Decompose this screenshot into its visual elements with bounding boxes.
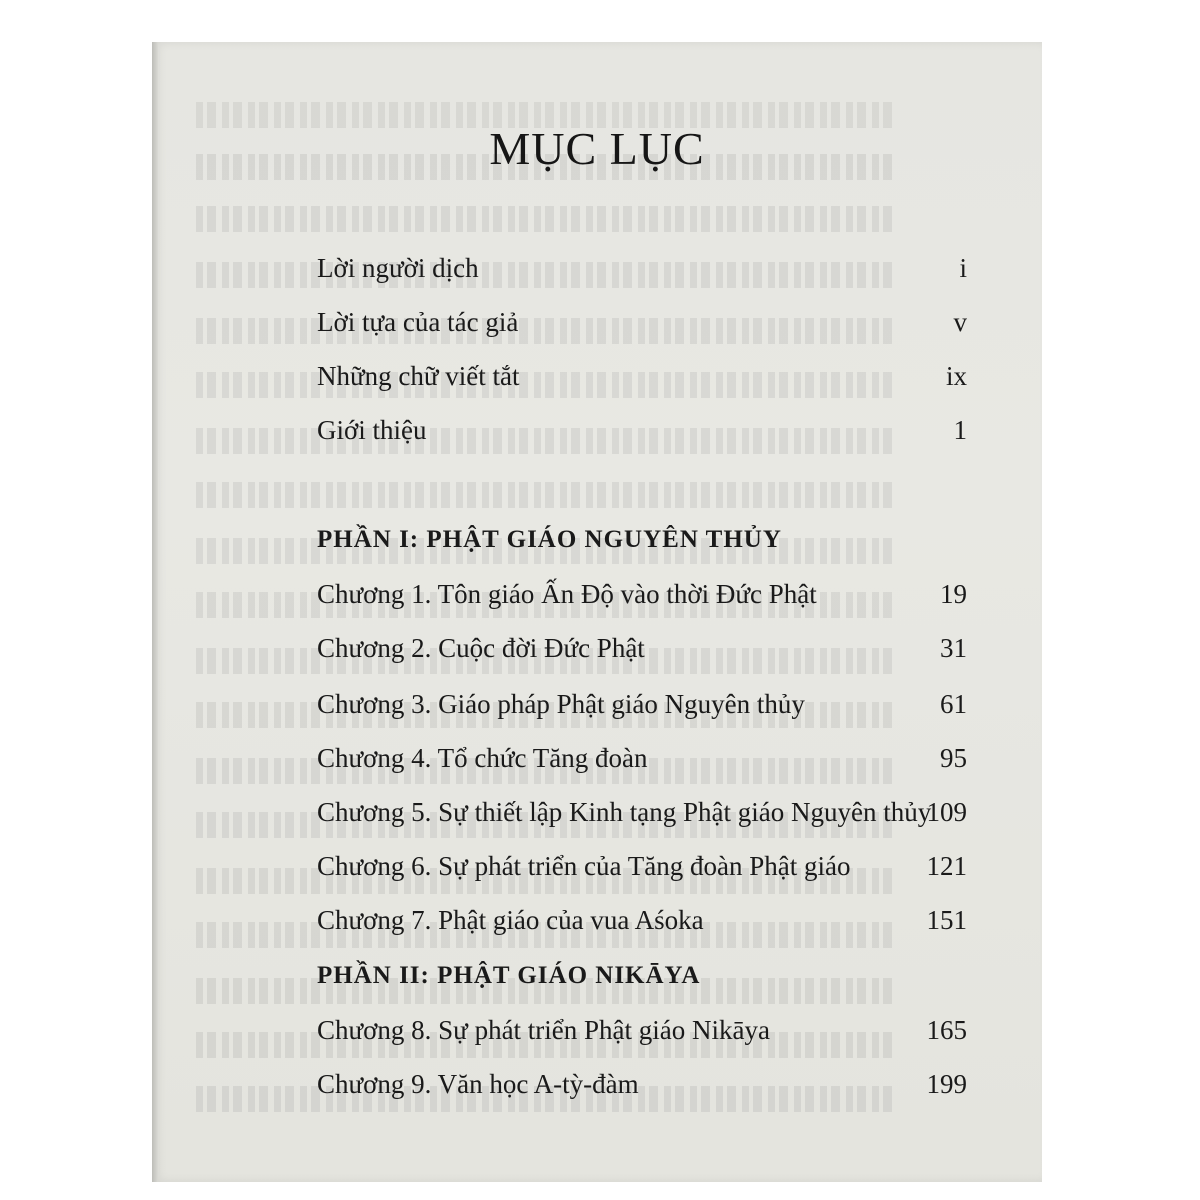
toc-entry-page: 151 xyxy=(926,905,967,935)
toc-entry xyxy=(317,574,967,614)
page-edge-shadow xyxy=(152,42,158,1182)
toc-entry-label: Lời tựa của tác giả xyxy=(317,307,519,337)
toc-entry-label: Những chữ viết tắt xyxy=(317,361,520,391)
toc-entry-page: 109 xyxy=(926,797,967,827)
toc-entry xyxy=(317,900,967,940)
toc-entry-label: Chương 3. Giáo pháp Phật giáo Nguyên thủy xyxy=(317,689,805,719)
part-heading: PHẦN II: PHẬT GIÁO NIKĀYA xyxy=(317,962,701,989)
book-page xyxy=(152,42,1042,1182)
toc-entry-label: Chương 2. Cuộc đời Đức Phật xyxy=(317,633,645,663)
toc-entry-label: Chương 4. Tổ chức Tăng đoàn xyxy=(317,743,648,773)
toc-entry-page: v xyxy=(953,307,967,337)
toc-entry-label: Chương 6. Sự phát triển của Tăng đoàn Phật giáo xyxy=(317,851,851,881)
toc-entry xyxy=(317,684,967,724)
page-title: MỤC LỤC xyxy=(489,123,705,174)
toc-entry-label: Chương 7. Phật giáo của vua Aśoka xyxy=(317,905,704,935)
toc-entry xyxy=(317,356,967,396)
toc-entry xyxy=(317,302,967,342)
toc-entry-label: Chương 9. Văn học A-tỳ-đàm xyxy=(317,1069,639,1099)
toc-entry xyxy=(317,248,967,288)
toc-entry-page: 31 xyxy=(940,633,967,663)
toc-entry-page: 199 xyxy=(926,1069,967,1099)
toc-entry xyxy=(317,628,967,668)
toc-entry-page: 165 xyxy=(926,1015,967,1045)
toc-entry-label: Chương 1. Tôn giáo Ấn Độ vào thời Đức Phật xyxy=(317,579,817,609)
toc-entry xyxy=(317,738,967,778)
toc-entry xyxy=(317,1010,967,1050)
table-of-contents xyxy=(152,42,1042,1182)
toc-entry xyxy=(317,410,967,450)
toc-entry-page: 95 xyxy=(940,743,967,773)
toc-entry-page: 1 xyxy=(953,415,967,445)
toc-entry-label: Chương 5. Sự thiết lập Kinh tạng Phật giáo Nguyên thủy xyxy=(317,797,932,827)
toc-entry-page: 19 xyxy=(940,579,967,609)
toc-entry-label: Chương 8. Sự phát triển Phật giáo Nikāya xyxy=(317,1015,770,1045)
part-heading: PHẦN I: PHẬT GIÁO NGUYÊN THỦY xyxy=(317,526,782,553)
toc-entry-label: Lời người dịch xyxy=(317,253,479,283)
toc-entry-page: ix xyxy=(945,361,967,391)
toc-entry-page: 121 xyxy=(926,851,967,881)
toc-entry-label: Giới thiệu xyxy=(317,415,427,445)
toc-entry xyxy=(317,1064,967,1104)
toc-entry-page: 61 xyxy=(940,689,967,719)
toc-entry xyxy=(317,792,967,832)
toc-entry-page: i xyxy=(959,253,967,283)
toc-entry xyxy=(317,846,967,886)
